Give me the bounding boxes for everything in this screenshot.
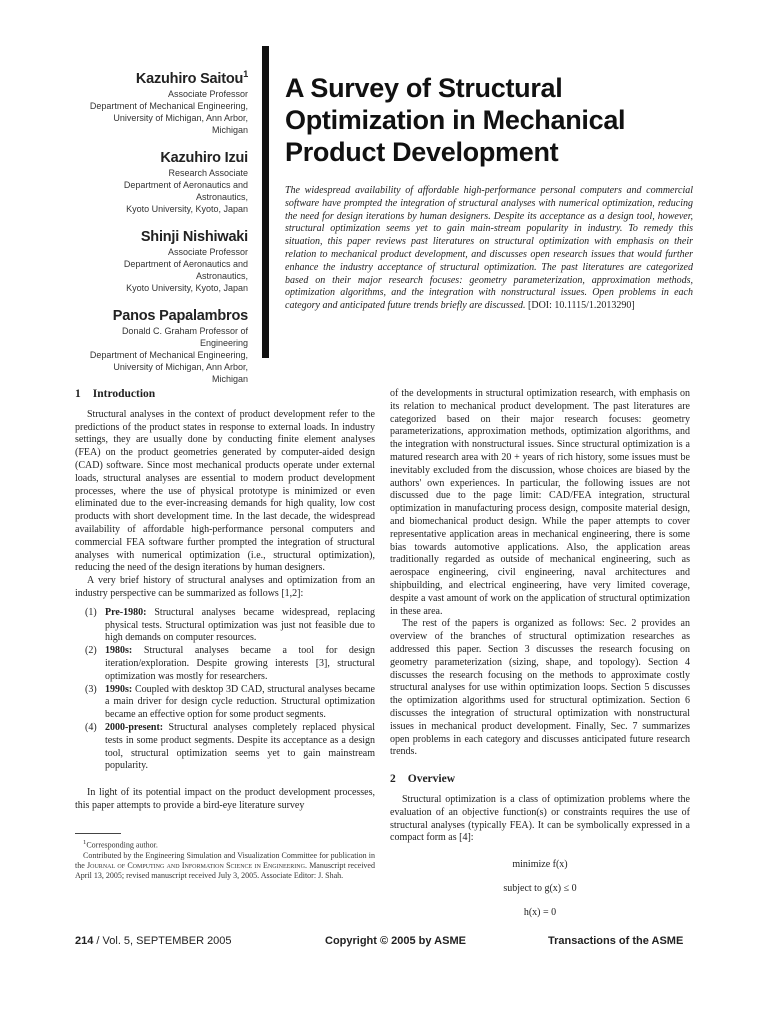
body-paragraph: of the developments in structural optimization research, with emphasis on its relation to mechanical product development. The past literatures are categorized based on their major research focuses: geometry parameterizations, approximation methods, optimization algorithms, and the integration with nonstructural issues. Since structural optimization is a matured research area with 20 + years of rich history, some issues must be inevitably excluded from the discussion, whose choices are biased by the authors' own experiences. In particular, the following issues are not discussed due to the page limit: CAD/FEA integration, structural optimization in manufacturing process design, composite material design, and biomechanical product design. While the paper attempts to cover representative application areas in mechanical engineering, there is some bias towards automotive applications. Also, the application areas traditionally regarded as outside of mechanical engineering, such as aerospace engineering, civil engineering, naval architectures and shipbuilding, and electrical engineering, have very limited coverage, despite a vast amount of work on the application of structural optimization in these area. bbox=[390, 388, 690, 617]
author-block bbox=[80, 66, 248, 136]
author-institution: Kyoto University, Kyoto, Japan bbox=[126, 203, 248, 214]
author-institution: University of Michigan, Ann Arbor, Michigan bbox=[113, 112, 248, 135]
paper-title bbox=[285, 72, 645, 168]
footnote-rule bbox=[75, 833, 121, 834]
author-department: Department of Mechanical Engineering, bbox=[89, 349, 248, 360]
list-item: (4) 2000-present: Structural analyses completely replaced physical tests in some product segments. Despite its acceptance as a design tool, structural optimization seems yet to gain mainstream popularity. bbox=[85, 721, 375, 772]
list-item: (2) 1980s: Structural analyses became a tool for design iteration/exploration. Despite growing interests [3], structural optimization was mostly for researchers. bbox=[85, 645, 375, 682]
title-line: A Survey of Structural bbox=[285, 73, 563, 103]
author-position: Associate Professor bbox=[167, 88, 248, 99]
right-column bbox=[390, 388, 690, 927]
footnote-corresponding: $^1$Corresponding author. bbox=[83, 839, 158, 850]
copyright-notice: Copyright © 2005 by ASME bbox=[325, 935, 466, 947]
doi-link[interactable]: [DOI: 10.1115/1.2013290] bbox=[528, 300, 635, 312]
footnote bbox=[75, 838, 375, 881]
title-line: Product Development bbox=[285, 137, 559, 167]
body-paragraph: Structural analyses in the context of product development refer to the predictions of the product states in response to external loads. In industry settings, they are usually done by conducting finite element analyses (FEA) on the product geometries generated by computer-aided design (CAD) software. Since most mechanical products operate under external loads, structural analyses are essential to modern product development processes, where the use of physical prototype is minimized or even eliminated due to the ever-increasing demands for high quality, low cost products with short development time. In the last decade, the widespread availability of affordable high-performance personal computers and commercial FEA software further prompted the integration of structural analyses with numerical optimization (i.e., structural optimization), reducing the need of the design iterations by human designers. bbox=[75, 408, 375, 574]
body-paragraph: Structural optimization is a class of optimization problems where the evaluation of an objective function(s) or constraints requires the use of structural analyses (typically FEA). It can be symbolically expressed in a compact form as [4]: bbox=[390, 793, 690, 844]
footnote-manuscript-info: Contributed by the Engineering Simulation and Visualization Committee for publication in the Journal of Computing and Information Science in Engineering. Manuscript received April 13, 2005; revised manuscript received July 3, 2005. Associate Editor: J. Shah. bbox=[75, 850, 375, 880]
optimization-equation bbox=[390, 855, 690, 927]
title-line: Optimization in Mechanical bbox=[285, 105, 626, 135]
body-paragraph: The rest of the papers is organized as follows: Sec. 2 provides an overview of the branches of structural optimization researches as addressed this paper. Section 3 discusses the research focusing on geometry parameterization (sizing, shape, and topology). Section 4 discusses the research focusing on the methods to approximate costly structural analyses for use within optimization loops. Section 5 discusses the optimization algorithms used for structural optimization. Section 6 discusses the integration of structural optimization with nonstructural issues in mechanical product development. Finally, Sec. 7 summarizes open problems in each category and discusses anticipated future research trends. bbox=[390, 618, 690, 758]
page-number: 214 bbox=[75, 935, 94, 947]
author-department: Department of Mechanical Engineering, bbox=[89, 100, 248, 111]
body-paragraph: A very brief history of structural analyses and optimization from an industry perspective can be summarized as follows [1,2]: bbox=[75, 575, 375, 599]
journal-name: Transactions of the ASME bbox=[548, 935, 684, 947]
title-divider-bar bbox=[262, 46, 269, 358]
author-department: Department of Aeronautics and Astronautics, bbox=[123, 258, 248, 281]
equation-line: minimize f(x) bbox=[512, 859, 568, 871]
volume-info: Vol. 5, SEPTEMBER 2005 bbox=[102, 935, 232, 947]
abstract bbox=[285, 185, 693, 313]
body-paragraph: In light of its potential impact on the product development processes, this paper attempts to provide a bird-eye literature survey bbox=[75, 787, 375, 811]
left-column bbox=[75, 388, 375, 813]
abstract-text: The widespread availability of affordable high-performance personal computers and commercial software have prompted the integration of structural analyses with numerical optimization, reducing the need for design iterations by human designers. Despite its acceptance as a design tool, however, structural optimization seems yet to gain main-stream popularity in industry. To remedy this situation, this paper reviews past literatures on structural optimization with emphasis on their relation to mechanical product development, and discusses open research issues that would further enhance the industry acceptance of structural optimization. The past literatures are categorized based on their major research focuses: geometry parameterization, approximation methods, optimization algorithms, and the integration with nonstructural issues. Open problems in each category and anticipated future trends briefly are discussed. bbox=[285, 185, 693, 312]
section-heading-overview: 2 Overview bbox=[390, 773, 456, 786]
author-name: Kazuhiro Izui bbox=[160, 149, 248, 166]
author-name: Panos Papalambros bbox=[112, 307, 248, 324]
author-block bbox=[80, 229, 248, 294]
author-list bbox=[80, 66, 248, 399]
author-position: Associate Professor bbox=[167, 246, 248, 257]
author-name: Kazuhiro Saitou$^1$ bbox=[135, 69, 248, 87]
author-position: Research Associate bbox=[168, 167, 248, 178]
author-footnote-mark: 1 bbox=[243, 69, 248, 79]
equation-line: h(x) = 0 bbox=[523, 907, 557, 919]
history-list bbox=[75, 607, 375, 773]
author-block bbox=[80, 308, 248, 385]
equation-line: subject to g(x) ≤ 0 bbox=[503, 883, 577, 895]
author-institution: Kyoto University, Kyoto, Japan bbox=[126, 282, 248, 293]
author-name: Shinji Nishiwaki bbox=[140, 228, 248, 245]
author-block bbox=[80, 150, 248, 215]
author-position: Donald C. Graham Professor of Engineering bbox=[121, 325, 248, 348]
author-department: Department of Aeronautics and Astronautics, bbox=[123, 179, 248, 202]
author-institution: University of Michigan, Ann Arbor, Michigan bbox=[113, 361, 248, 384]
list-item: (1) Pre-1980: Structural analyses became widespread, replacing physical tests. Structural optimization was just not feasible due to high demands on computer resources. bbox=[85, 606, 375, 644]
page-footer-left: 214 / Vol. 5, SEPTEMBER 2005 bbox=[75, 935, 232, 947]
list-item: (3) 1990s: Coupled with desktop 3D CAD, structural analyses became a main driver for design cycle reduction. Structural optimization became an effective option for some product segments. bbox=[85, 683, 375, 721]
section-heading-introduction: 1 Introduction bbox=[75, 388, 156, 400]
